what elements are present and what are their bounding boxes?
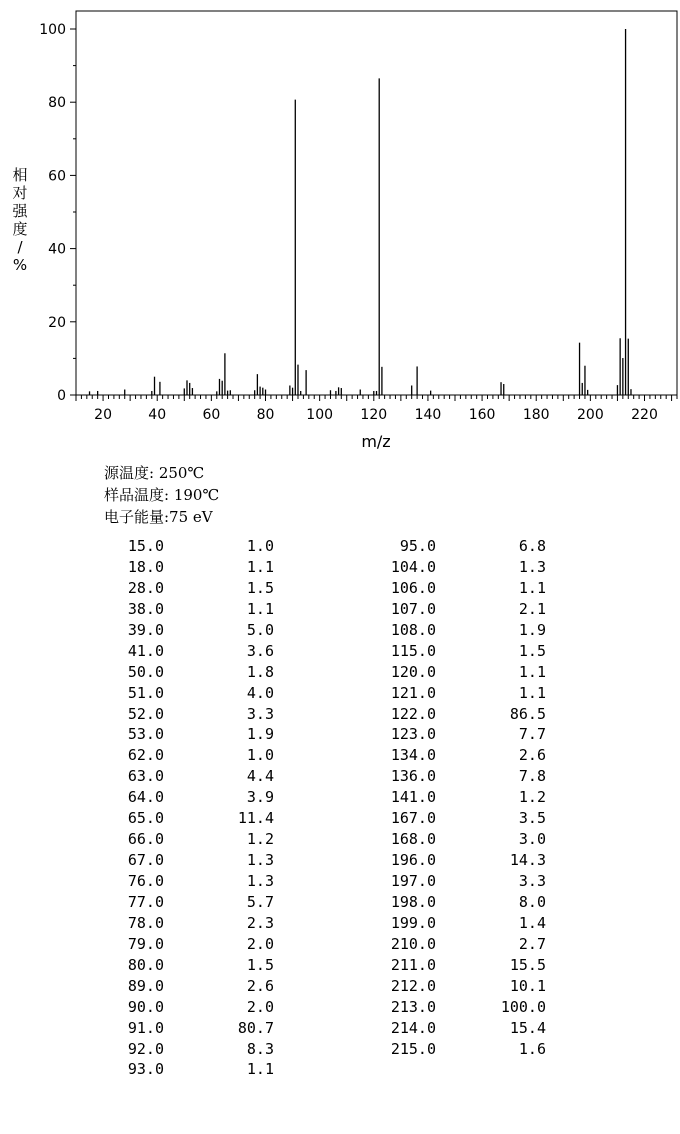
peak-row: [346, 808, 546, 829]
peak-mz: 120.0: [390, 662, 436, 681]
y-tick-label: 40: [48, 241, 66, 258]
peak-abundance: 86.5: [509, 704, 546, 723]
y-tick-label: 100: [39, 22, 66, 38]
peak-mz: 108.0: [390, 620, 436, 639]
peak-mz: 115.0: [390, 641, 436, 660]
peak-abundance: 1.1: [518, 578, 546, 597]
peak-row: [74, 1018, 274, 1039]
peak-abundance: 1.1: [518, 662, 546, 681]
peak-mz: 134.0: [390, 746, 436, 765]
peak-mz: 76.0: [127, 872, 164, 890]
peak-mz: 51.0: [127, 683, 164, 702]
peak-abundance: 15.4: [509, 1018, 546, 1037]
peak-row: [74, 536, 274, 557]
peak-row: [346, 787, 546, 808]
peak-abundance: 7.7: [518, 725, 546, 744]
x-tick-label: 20: [94, 407, 112, 423]
peak-row: [74, 1059, 274, 1080]
y-tick-label: 60: [48, 168, 66, 185]
peak-row: [346, 1018, 546, 1039]
peak-abundance: 8.0: [518, 892, 546, 911]
y-axis-label-char: /: [17, 238, 23, 256]
peak-mz: 79.0: [127, 934, 164, 953]
peak-abundance: 1.0: [246, 746, 274, 765]
peak-mz: 95.0: [399, 537, 436, 555]
peak-abundance: 1.2: [246, 830, 274, 849]
peak-row: [74, 620, 274, 641]
peak-row: [74, 808, 274, 829]
peak-mz: 64.0: [127, 788, 164, 807]
y-tick-label: 80: [48, 95, 66, 112]
peak-abundance: 7.8: [518, 767, 546, 786]
peak-abundance: 1.5: [246, 955, 274, 974]
peak-abundance: 4.0: [246, 683, 274, 702]
peak-abundance: 1.1: [518, 683, 546, 702]
acquisition-conditions: [104, 462, 219, 528]
peak-mz: 198.0: [390, 892, 436, 911]
source-temperature: 源温度: 250℃: [104, 464, 205, 482]
peak-row: [74, 787, 274, 808]
peak-table-left: [74, 536, 274, 1080]
peak-abundance: 100.0: [500, 997, 546, 1016]
peak-abundance: 4.4: [246, 767, 274, 786]
peak-row: [74, 557, 274, 578]
peak-mz: 121.0: [390, 683, 436, 702]
x-tick-label: 120: [360, 407, 388, 423]
peak-row: [346, 955, 546, 976]
x-tick-label: 180: [522, 407, 550, 423]
peak-row: [346, 620, 546, 641]
peak-row: [74, 913, 274, 934]
peak-mz: 213.0: [390, 997, 436, 1016]
x-tick-label: 200: [577, 407, 604, 423]
peak-abundance: 2.3: [246, 913, 274, 932]
peak-row: [346, 766, 546, 787]
peak-abundance: 1.8: [246, 662, 274, 681]
y-tick-label: 0: [57, 388, 66, 404]
peak-abundance: 10.1: [509, 976, 546, 995]
electron-energy: 电子能量:75 eV: [104, 508, 213, 526]
x-tick-label: 40: [148, 407, 167, 423]
peak-abundance: 11.4: [237, 809, 274, 828]
peak-row: [346, 662, 546, 683]
peak-mz: 77.0: [127, 892, 164, 911]
peak-abundance: 1.4: [518, 913, 546, 932]
peak-abundance: 1.3: [246, 851, 274, 870]
peak-row: [346, 829, 546, 850]
peak-abundance: 2.7: [518, 934, 546, 953]
peak-table-right: [346, 536, 546, 1059]
peak-row: [74, 892, 274, 913]
peak-mz: 80.0: [127, 955, 164, 974]
peak-mz: 18.0: [127, 557, 164, 576]
y-axis-label-char: %: [12, 256, 28, 274]
peak-row: [74, 745, 274, 766]
peak-abundance: 3.3: [518, 872, 546, 890]
x-axis: [76, 395, 677, 423]
peak-row: [74, 976, 274, 997]
peak-row: [74, 641, 274, 662]
peak-row: [74, 997, 274, 1018]
peak-mz: 122.0: [390, 704, 436, 723]
peak-abundance: 3.6: [246, 641, 274, 660]
peak-row: [346, 850, 546, 871]
peak-mz: 53.0: [127, 725, 164, 744]
peak-abundance: 8.3: [246, 1039, 274, 1058]
peak-row: [74, 724, 274, 745]
peak-abundance: 2.0: [246, 934, 274, 953]
sample-temperature: 样品温度: 190℃: [104, 486, 220, 504]
y-axis-label-char: 度: [12, 220, 28, 238]
peak-row: [346, 536, 546, 557]
peak-mz: 67.0: [127, 851, 164, 870]
plot-frame: [76, 11, 677, 395]
peak-abundance: 14.3: [509, 851, 546, 870]
peak-row: [346, 578, 546, 599]
peak-row: [74, 599, 274, 620]
peak-mz: 167.0: [390, 809, 436, 828]
peak-abundance: 1.3: [518, 557, 546, 576]
peak-row: [346, 997, 546, 1018]
peak-mz: 63.0: [127, 767, 164, 786]
y-axis-label-char: 强: [12, 202, 28, 220]
peak-mz: 197.0: [390, 872, 436, 890]
peak-abundance: 1.6: [518, 1039, 546, 1058]
y-tick-label: 20: [48, 314, 66, 331]
peak-abundance: 1.5: [246, 578, 274, 597]
peak-mz: 93.0: [127, 1060, 164, 1079]
peak-mz: 15.0: [127, 537, 164, 555]
peak-mz: 215.0: [390, 1039, 436, 1058]
peak-mz: 52.0: [127, 704, 164, 723]
peak-abundance: 1.0: [246, 537, 274, 555]
x-tick-label: 140: [414, 407, 442, 423]
x-tick-label: 80: [256, 407, 275, 423]
peak-abundance: 6.8: [518, 537, 546, 555]
peak-abundance: 5.7: [246, 892, 274, 911]
peak-row: [346, 976, 546, 997]
peak-mz: 104.0: [390, 557, 436, 576]
y-axis-label-char: 相: [12, 166, 28, 184]
peak-row: [346, 599, 546, 620]
peak-row: [346, 724, 546, 745]
peak-row: [74, 850, 274, 871]
peak-abundance: 2.0: [246, 997, 274, 1016]
peak-mz: 141.0: [390, 788, 436, 807]
peak-abundance: 80.7: [237, 1018, 274, 1037]
peak-abundance: 15.5: [509, 955, 546, 974]
peak-mz: 199.0: [390, 913, 436, 932]
peak-row: [346, 557, 546, 578]
x-axis-label: m/z: [361, 432, 391, 451]
peak-abundance: 1.1: [246, 1060, 274, 1079]
peak-abundance: 5.0: [246, 620, 274, 639]
peak-mz: 66.0: [127, 830, 164, 849]
peak-row: [346, 913, 546, 934]
peak-mz: 28.0: [127, 578, 164, 597]
peak-abundance: 2.6: [246, 976, 274, 995]
y-axis-label-char: 对: [12, 184, 28, 202]
peak-row: [346, 871, 546, 892]
peak-row: [346, 934, 546, 955]
peak-mz: 106.0: [390, 578, 436, 597]
peak-mz: 210.0: [390, 934, 436, 953]
peak-mz: 136.0: [390, 767, 436, 786]
peak-abundance: 3.0: [518, 830, 546, 849]
peak-row: [74, 704, 274, 725]
peak-abundance: 3.3: [246, 704, 274, 723]
peak-abundance: 1.5: [518, 641, 546, 660]
peak-row: [74, 871, 274, 892]
peak-mz: 123.0: [390, 725, 436, 744]
peak-mz: 92.0: [127, 1039, 164, 1058]
peak-abundance: 1.1: [246, 599, 274, 618]
peak-row: [346, 892, 546, 913]
y-axis-label: [12, 166, 28, 274]
peak-row: [74, 578, 274, 599]
peak-mz: 212.0: [390, 976, 436, 995]
peak-mz: 196.0: [390, 851, 436, 870]
peak-row: [346, 683, 546, 704]
peak-abundance: 1.9: [246, 725, 274, 744]
peak-abundance: 1.1: [246, 557, 274, 576]
peak-row: [74, 955, 274, 976]
mass-spectrum-chart: [0, 0, 680, 460]
peak-row: [74, 683, 274, 704]
peak-mz: 90.0: [127, 997, 164, 1016]
peak-mz: 39.0: [127, 620, 164, 639]
y-axis: [39, 22, 76, 404]
peak-mz: 41.0: [127, 641, 164, 660]
x-tick-label: 60: [202, 407, 221, 423]
peak-row: [346, 704, 546, 725]
peak-mz: 65.0: [127, 809, 164, 828]
peak-row: [346, 745, 546, 766]
peak-abundance: 3.9: [246, 788, 274, 807]
x-tick-label: 220: [631, 407, 658, 423]
peak-mz: 89.0: [127, 976, 164, 995]
x-tick-label: 100: [306, 407, 334, 423]
peak-row: [74, 766, 274, 787]
spectrum-bars: [90, 29, 631, 395]
peak-abundance: 2.6: [518, 746, 546, 765]
peak-mz: 168.0: [390, 830, 436, 849]
peak-mz: 62.0: [127, 746, 164, 765]
peak-mz: 50.0: [127, 662, 164, 681]
peak-abundance: 1.2: [518, 788, 546, 807]
peak-row: [346, 1039, 546, 1060]
peak-abundance: 1.9: [518, 620, 546, 639]
peak-row: [346, 641, 546, 662]
peak-mz: 91.0: [127, 1018, 164, 1037]
peak-abundance: 3.5: [518, 809, 546, 828]
peak-mz: 214.0: [390, 1018, 436, 1037]
peak-row: [74, 1039, 274, 1060]
peak-row: [74, 934, 274, 955]
peak-mz: 38.0: [127, 599, 164, 618]
peak-abundance: 2.1: [518, 599, 546, 618]
peak-mz: 107.0: [390, 599, 436, 618]
x-tick-label: 160: [468, 407, 496, 423]
peak-mz: 211.0: [390, 955, 436, 974]
peak-row: [74, 829, 274, 850]
peak-row: [74, 662, 274, 683]
peak-mz: 78.0: [127, 913, 164, 932]
peak-abundance: 1.3: [246, 872, 274, 890]
